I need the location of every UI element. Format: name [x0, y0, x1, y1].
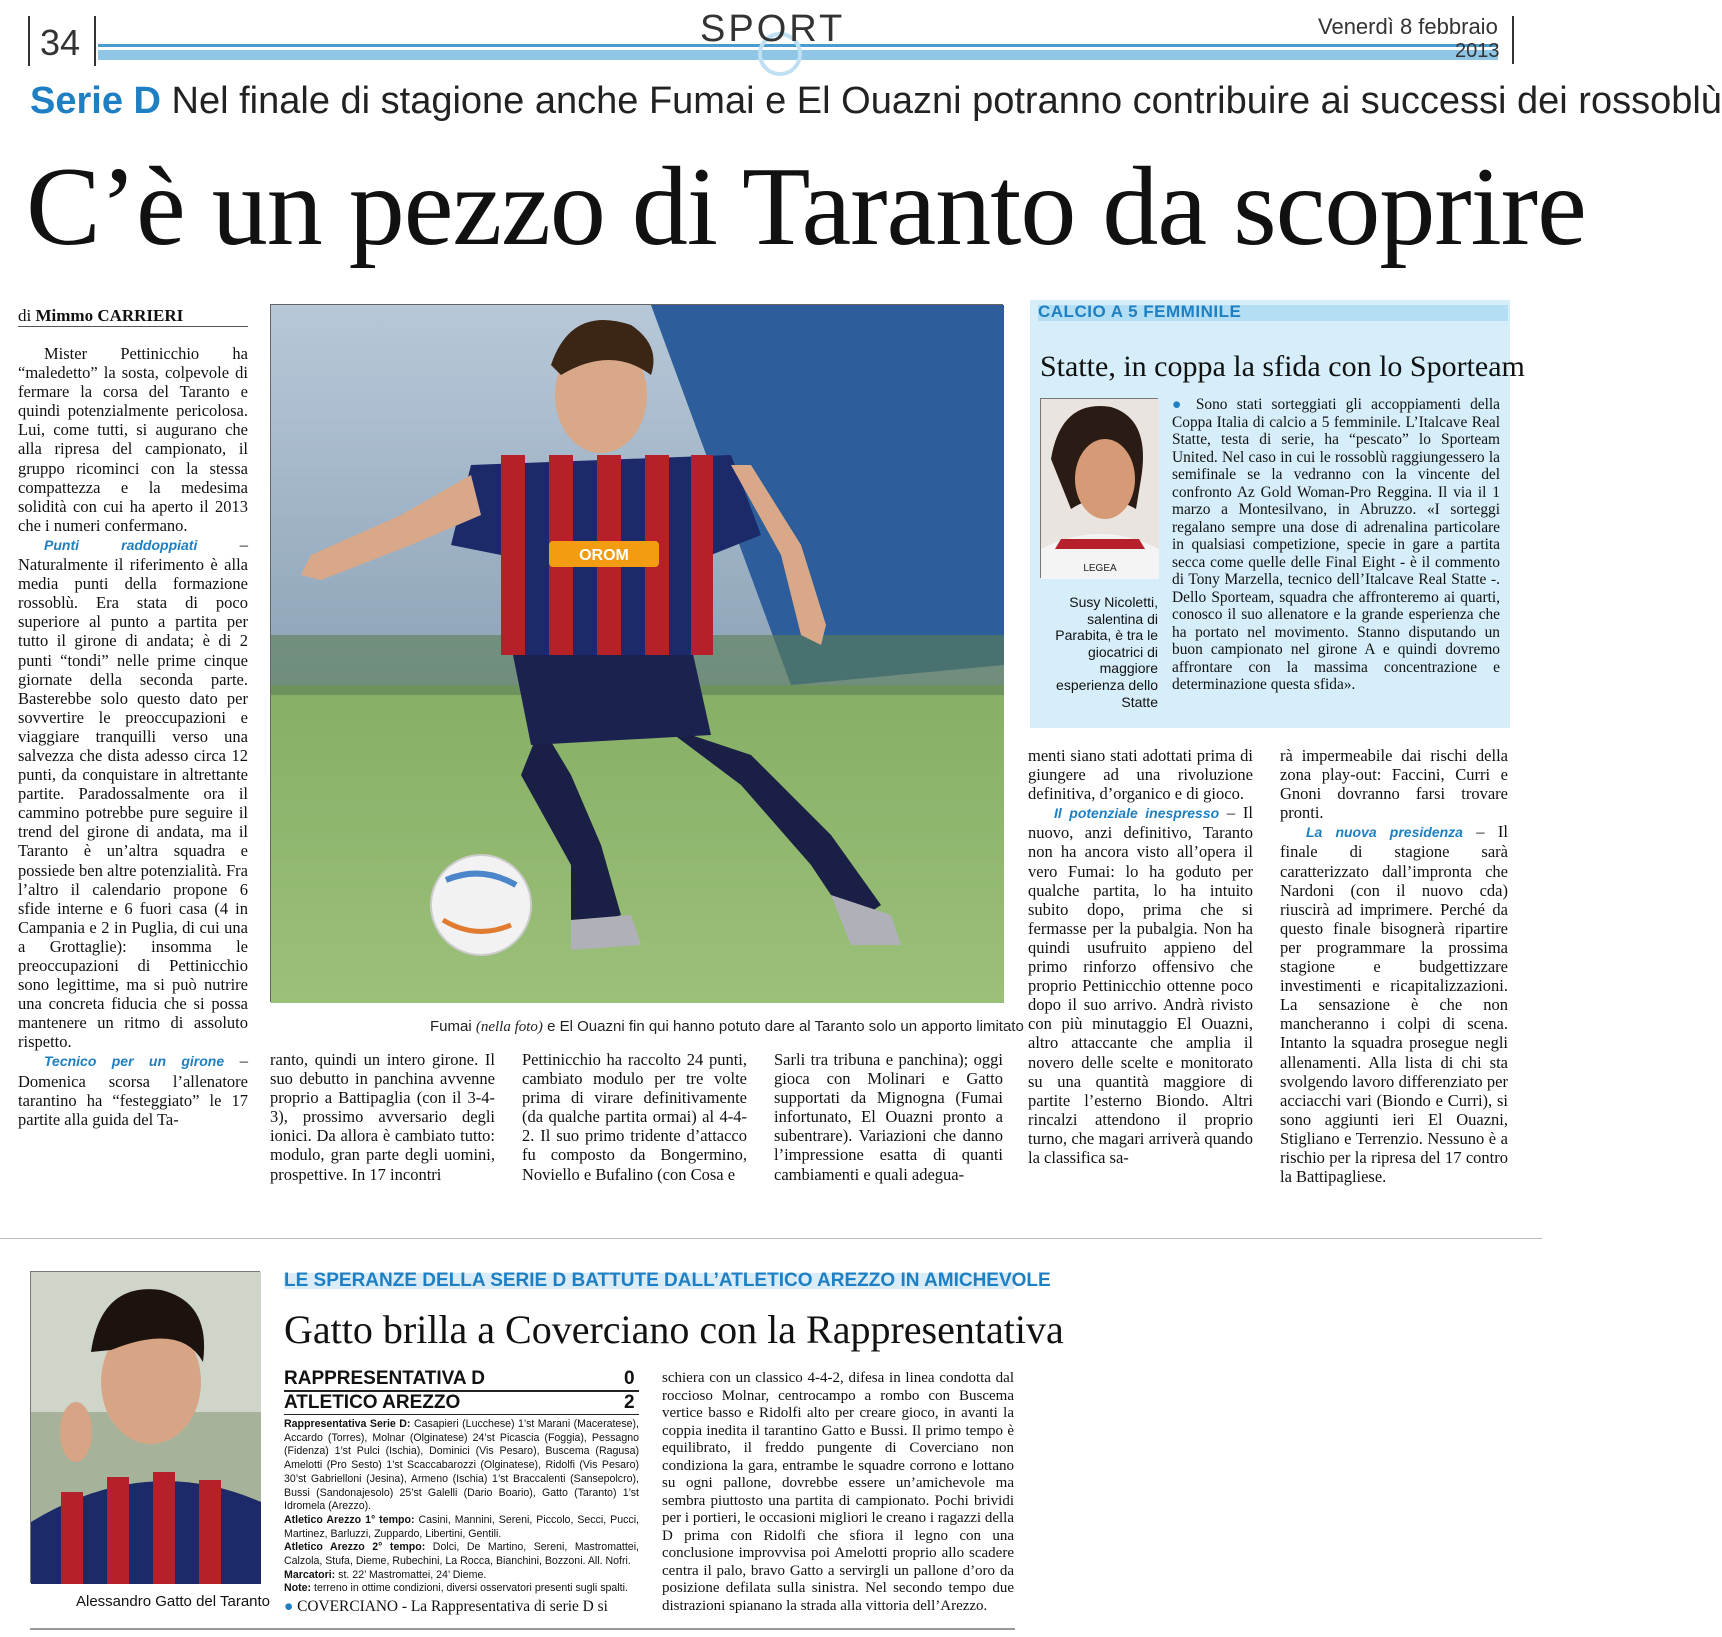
- col1-paragraph-2: Naturalmente il riferimento è alla media punti della formazione rossoblù. Era stata di poco superiore al punto a partita per tutto il girone di andata; è di 2 punti “tondi” nelle prime cinque giornate della seconda parte. Basterebbe solo questo dato per sovvertire le preoccupazioni e viaggiare tranquilli verso una salvezza che dista adesso circa 12 punti, da conquistare in altrettante partite. Paradossalmente ora il cammino potrebbe pure seguire il trend del girone di andata, ma il Taranto è un’altra squadra e possiede ben altre potenzialità. Fra l’altro il calendario propone 6 sfide interne e 6 fuori casa (4 in Campania e 2 in Puglia, di cui una a Grottaglie): insomma le preoccupazioni di Pettinicchio sono legittime, ma si può nutrire una concreta fiducia che si possa mantenere un ritmo di assoluto rispetto.: [18, 555, 248, 1052]
- score-away: 2: [624, 1392, 635, 1413]
- score-team-home: RAPPRESENTATIVA D: [284, 1368, 485, 1389]
- scorers-label: Marcatori:: [284, 1568, 336, 1581]
- section-name: SPORT: [700, 8, 846, 50]
- article-column-6: rà impermeabile dai rischi della zona play-out: Faccini, Curri e Gnoni dovranno farsi trovare pronti. La nuova presidenza – Il finale di stagione sarà caratterizzato dall’impronta che Nardoni (con il nuovo cda) riuscirà ad imprimere. Perché da questo finale bisognerà ripartire per programmare la prossima stagione e budgettizzare investimenti e ricapitalizzazioni. La sensazione è che non mancheranno i colpi di scena. Intanto la squadra prosegue negli allenamenti. Alla lista di chi sta svolgendo lavoro differenziato per acciacchi vari (Biondo e Curri), si sono aggiunti ieri El Ouazni, Stigliano e Terrenzio. Nessuno è a rischio per la ripresa del 17 contro la Battipagliese.: [1280, 746, 1509, 1187]
- article-column-2: [270, 1050, 495, 1184]
- article-column-4: [774, 1050, 1003, 1184]
- page-number-box: [28, 16, 96, 66]
- box-body: [1172, 396, 1500, 694]
- box-photo-caption: Susy Nicoletti, salentina di Parabita, è tra le giocatrici di maggiore esperienza dello Statte: [1055, 594, 1158, 710]
- article-column-5: menti siano stati adottati prima di giungere ad una rivoluzione definitiva, d’organico e di gioco. Il potenziale inespresso – Il nuovo, anzi definitivo, Taranto non ha ancora visto all’opera il vero Fumai: lo ha goduto per qualche partita, lo ha intuito subito dopo, prima che si fermasse per la pubalgia. Non ha quindi usufruito appieno del primo rinforzo offensivo che proprio Pettinicchio ottenne poco dopo il suo arrivo. Andrà rivisto con più minutaggio El Ouazni, altro attaccante che amplia il novero delle scelte e monitorato su una quantità maggiore di partite l’esterno Biondo. Altri rincalzi attendono il proprio turno, che magari arriverà quando la classifica sa-: [1028, 746, 1253, 1167]
- subhead-potenziale: Il potenziale inespresso: [1054, 805, 1220, 822]
- lineup1-label: Rappresentativa Serie D:: [284, 1418, 411, 1430]
- col6-paragraph-2: Il finale di stagione sarà caratterizzato dall’impronta che Nardoni (con il nuovo cda) riuscirà ad imprimere. Perché da questo finale bisognerà ripartire per programmare la prossima stagione e budgettizzare investimenti e ricapitalizzazioni. La sensazione è che non mancheranno i colpi di scena. Intanto la squadra prosegue negli allenamenti. Alla lista di chi sta svolgendo lavoro differenziato per acciacchi vari (Biondo e Curri), si sono aggiunti ieri El Ouazni, Stigliano e Terrenzio. Nessuno è a rischio per la ripresa del 17 contro la Battipagliese.: [1280, 822, 1509, 1187]
- gatto-portrait: [31, 1272, 261, 1584]
- box-photo: [1040, 398, 1158, 578]
- subhead-presidenza: La nuova presidenza: [1306, 824, 1463, 841]
- byline-rule: [18, 326, 248, 327]
- score-team-away: ATLETICO AREZZO: [284, 1392, 461, 1413]
- subhead-tecnico: Tecnico per un girone: [44, 1053, 225, 1070]
- portrait-shirt-text: LEGEA: [1083, 563, 1117, 574]
- col5-paragraph-2: Il nuovo, anzi definitivo, Taranto non ha ancora visto all’opera il vero Fumai: lo ha goduto per qualche partita, lo ha intuito subito dopo, prima che si fermasse per la pubalgia. Non ha quindi usufruito appieno del primo rinforzo offensivo che proprio Pettinicchio ottenne poco dopo il suo arrivo. Andrà rivisto con più minutaggio El Ouazni, altro attaccante che amplia il novero delle scelte e monitorato su una quantità maggiore di partite l’esterno Biondo. Altri rincalzi attendono il proprio turno, che magari arriverà quando la classifica sa-: [1028, 803, 1253, 1167]
- col3-text: Pettinicchio ha raccolto 24 punti, cambiato modulo per tre volte prima di virare definitivamente (da qualche partita ormai) al 4-4-2. Il suo primo tridente d’attacco fu composto da Bongermino, Noviello e Bufalino (con Cosa e: [522, 1050, 747, 1184]
- notes: terreno in ottime condizioni, diversi osservatori presenti sugli spalti.: [314, 1582, 628, 1595]
- col2-text: ranto, quindi un intero girone. Il suo debutto in panchina avvenne proprio a Battipaglia (con il 3-4-3), prossimo avversario degli ionici. Da allora è cambiato tutto: modulo, gran parte degli uomini, prospettive. In 17 incontri: [270, 1050, 495, 1184]
- lineup3: Dolci, De Martino, Sereni, Mastromattei, Calzola, Stufa, Dieme, Rubechini, La Rocca, Bianchini, Bozzoni. All. Nofri.: [284, 1541, 639, 1568]
- player-portrait: [1041, 399, 1159, 579]
- box-bullet: ●: [1172, 396, 1187, 413]
- issue-year: 2013: [1455, 40, 1500, 62]
- subhead-punti-raddoppiati: Punti raddoppiati: [44, 536, 198, 553]
- bottom-rule: [30, 1628, 1015, 1630]
- col4-text: Sarli tra tribuna e panchina); oggi gioca con Molinari e Gatto supportati da Mignogna (Fumai infortunato, El Ouazni pronto a subentrare). Variazioni che danno l’impressione esatta di quanti cambiamenti e quali adegua-: [774, 1050, 1003, 1184]
- byline: [18, 306, 183, 326]
- lineup3-label: Atletico Arezzo 2° tempo:: [284, 1541, 426, 1554]
- score-rule-2: [284, 1414, 639, 1415]
- score-home: 0: [624, 1368, 635, 1389]
- col1-paragraph-1: Mister Pettinicchio ha “maledetto” la sosta, colpevole di fermare la corsa del Taranto e quindi potenzialmente pericolosa. Lui, come tutti, si augurano che alla ripresa del campionato, il gruppo ricominci con la stessa compattezza e la medesima solidità con cui ha aperto il 2013 che i numeri confermano.: [18, 344, 248, 535]
- bottom-article-body: schiera con un classico 4-4-2, difesa in linea condotta dal roccioso Molnar, centrocampo a rombo con Buscema vertice basso e Ridolfi alto per creare gioco, in avanti la coppia inedita il tarantino Gatto e Bussi. Il primo tempo è equilibrato, il freddo pungente di Coverciano non condiziona la gara, entrambe le squadre corrono e lottano su ogni pallone, dovrebbe essere un’amichevole ma sembra piuttosto una partita di campionato. Pochi brividi per i portieri, le occasioni migliori le creano i ragazzi della D prima con Ridolfi che sfiora il legno con una conclusione improvvisa poi Amelotti proprio allo scadere centra il palo, bravo Gatto a servirgli un pallone d’oro da posizione defilata sulla sinistra. Nel secondo tempo due distrazioni spianano la strada alla vittoria dell’Arezzo.: [662, 1370, 1014, 1614]
- lineup2-label: Atletico Arezzo 1° tempo:: [284, 1513, 415, 1526]
- headline: C’è un pezzo di Taranto da scoprire: [26, 145, 1586, 269]
- match-details: [284, 1418, 639, 1596]
- lineup1: Casapieri (Lucchese) 1’st Marani (Maceratese), Accardo (Torres), Molnar (Olginatese) 24’st Picascia (Foggia), Pessagno (Fidenza) 1’st Pulci (Ischia), Dominici (Vis Pesaro), Buscema (Ragusa) Amelotti (Pro Sesto) 1’st Scaccabarozzi (Olginatese), Ridolfi (Vis Pesaro) 30’st Gabrielloni (Jesina), Armeno (Ischia) 1’st Braccalenti (Sansepolcro), Bussi (Sandonajesolo) 25’st Galelli (Dario Boario), Gatto (Taranto) 1’st Idromela (Arezzo).: [284, 1418, 639, 1513]
- byline-prefix: di: [18, 306, 32, 325]
- jersey-sponsor: OROM: [579, 547, 629, 564]
- byline-author: Mimmo CARRIERI: [35, 306, 184, 325]
- caption-text: e El Ouazni fin qui hanno potuto dare al Taranto solo un apporto limitato: [547, 1018, 1024, 1035]
- bottom-lead: COVERCIANO - La Rappresentativa di serie D si: [297, 1598, 608, 1615]
- kicker-tag: Serie D: [30, 80, 161, 122]
- date-rule: [1512, 16, 1514, 64]
- caption-note: (nella foto): [475, 1019, 543, 1035]
- bottom-photo: [30, 1271, 260, 1583]
- col1-paragraph-3: Domenica scorsa l’allenatore tarantino ha “festeggiato” le 17 partite alla guida del Ta-: [18, 1071, 248, 1129]
- main-photo-caption: [430, 1018, 1024, 1036]
- bottom-bullet: ●: [284, 1598, 294, 1615]
- notes-label: Note:: [284, 1582, 312, 1595]
- article-kicker: [30, 80, 1722, 123]
- box-text: Sono stati sorteggiati gli accoppiamenti della Coppa Italia di calcio a 5 femminile. L’Italcave Real Statte, testa di serie, ha “pescato” lo Sporteam United. Nel caso in cui le rossoblù raggiungessero la semifinale se la vedranno con la vincente del confronto Az Gold Woman-Pro Reggina. Il via il 1 marzo a Montesilvano, in Abruzzo. «I sorteggi regalano sempre una dose di adrenalina particolare in qualsiasi competizione, specie in gare a partita secca come quelle delle Final Eight - è il commento di Tony Marzella, tecnico dell’Italcave Real Statte -. Dello Sporteam, squadra che affronteremo ai quarti, conosco il suo allenatore e la grande esperienza che ha portato nel movimento. Stanno disputando un buon campionato nel girone A e quindi dovremo affrontare con la massima concentrazione e determinazione questa sfida».: [1172, 396, 1500, 693]
- scorers: st. 22’ Mastromattei, 24’ Dieme.: [338, 1568, 487, 1581]
- bottom-photo-caption: Alessandro Gatto del Taranto: [76, 1593, 271, 1610]
- caption-name: Fumai: [430, 1018, 472, 1035]
- player-photo-illustration: [271, 305, 1004, 1003]
- bottom-kicker: LE SPERANZE DELLA SERIE D BATTUTE DALL’ATLETICO AREZZO IN AMICHEVOLE: [284, 1270, 1051, 1291]
- article-column-3: [522, 1050, 747, 1184]
- bottom-article-start: [284, 1598, 639, 1616]
- box-kicker: CALCIO A 5 FEMMINILE: [1038, 302, 1242, 321]
- section-divider: [0, 1238, 1542, 1239]
- kicker-text: Nel finale di stagione anche Fumai e El Ouazni potranno contribuire ai successi dei rossoblù: [171, 80, 1722, 122]
- bottom-title: Gatto brilla a Coverciano con la Rappresentativa: [284, 1307, 1064, 1352]
- box-title: Statte, in coppa la sfida con lo Sporteam: [1040, 350, 1525, 383]
- col6-paragraph-1: rà impermeabile dai rischi della zona play-out: Faccini, Curri e Gnoni dovranno farsi trovare pronti.: [1280, 746, 1508, 823]
- article-column-1: Mister Pettinicchio ha “maledetto” la sosta, colpevole di fermare la corsa del Taranto e quindi potenzialmente pericolosa. Lui, come tutti, si augurano che alla ripresa del campionato, il gruppo ricominci con la stessa compattezza e la medesima solidità con cui ha aperto il 2013 che i numeri confermano. Punti raddoppiati – Naturalmente il riferimento è alla media punti della formazione rossoblù. Era stata di poco superiore al punto a partita per tutto il girone di andata; è di 2 punti “tondi” nelle prime cinque giornate della seconda parte. Basterebbe solo questo dato per sovvertire le preoccupazioni e viaggiare tranquilli verso una salvezza che dista adesso circa 12 punti, da conquistare in altrettante partite. Paradossalmente ora il cammino potrebbe pure seguire il trend del girone di andata, ma il Taranto è un’altra squadra e possiede ben altre potenzialità. Fra l’altro il calendario propone 6 sfide interne e 6 fuori casa (4 in Campania e 2 in Puglia, di cui una a Grottaglie): insomma le preoccupazioni di Pettinicchio sono legittime, ma si può nutrire una concreta fiducia che si possa mantenere un ritmo di assoluto rispetto. Tecnico per un girone – Domenica scorsa l’allenatore tarantino ha “festeggiato” le 17 partite alla guida del Ta-: [18, 344, 249, 1129]
- lineup2: Casini, Mannini, Sereni, Piccolo, Secci, Pucci, Martinez, Barluzzi, Zuppardo, Libertini, Gentili.: [284, 1513, 640, 1540]
- page-number: 34: [40, 22, 81, 63]
- issue-date: Venerdì 8 febbraio: [1318, 14, 1498, 39]
- main-photo: [270, 304, 1003, 1002]
- col5-paragraph-1: menti siano stati adottati prima di giungere ad una rivoluzione definitiva, d’organico e di gioco.: [1028, 746, 1253, 804]
